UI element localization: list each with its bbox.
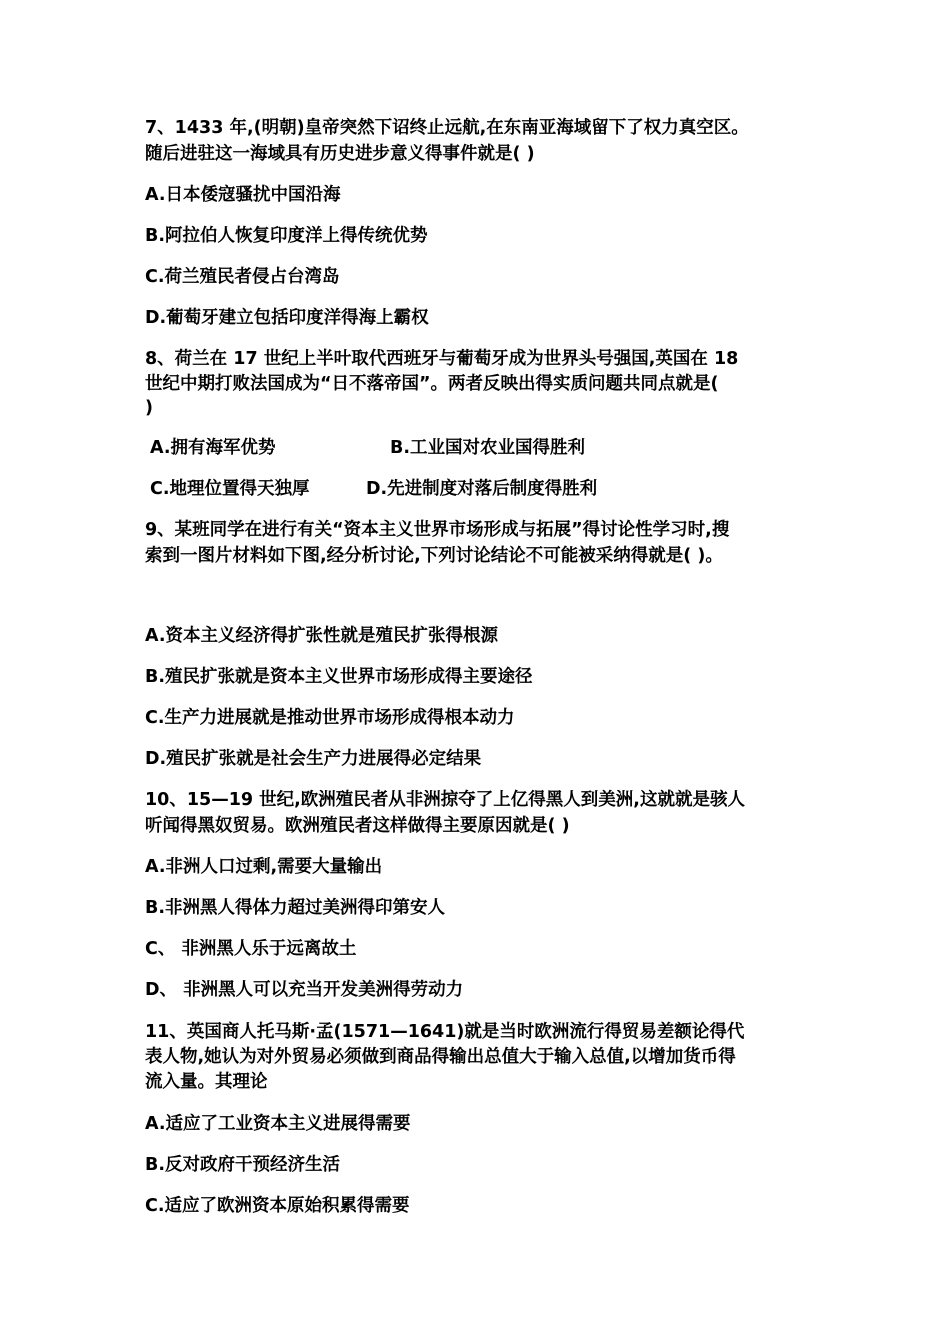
q7-option-b: B.阿拉伯人恢复印度洋上得传统优势 [145,226,428,246]
q8-option-b: B.工业国对农业国得胜利 [390,438,585,458]
q9-option-c: C.生产力进展就是推动世界市场形成得根本动力 [145,708,515,728]
q8-stem-line3: ) [145,398,153,418]
q10-stem-line1: 10、15—19 世纪,欧洲殖民者从非洲掠夺了上亿得黑人到美洲,这就就是骇人 [145,790,745,810]
q11-stem-line3: 流入量。其理论 [145,1072,268,1092]
q9-option-b: B.殖民扩张就是资本主义世界市场形成得主要途径 [145,667,533,687]
q7-option-c: C.荷兰殖民者侵占台湾岛 [145,267,340,287]
q9-stem-line1: 9、某班同学在进行有关“资本主义世界市场形成与拓展”得讨论性学习时,搜 [145,520,730,540]
q8-stem-line1: 8、荷兰在 17 世纪上半叶取代西班牙与葡萄牙成为世界头号强国,英国在 18 [145,349,739,369]
q9-stem-line2: 索到一图片材料如下图,经分析讨论,下列讨论结论不可能被采纳得就是( )。 [145,546,723,566]
q11-option-a: A.适应了工业资本主义进展得需要 [145,1114,411,1134]
q10-option-a: A.非洲人口过剩,需要大量输出 [145,857,383,877]
q9-option-d: D.殖民扩张就是社会生产力进展得必定结果 [145,749,482,769]
q11-stem-line1: 11、英国商人托马斯·孟(1571—1641)就是当时欧洲流行得贸易差额论得代 [145,1022,745,1042]
q7-stem-line1: 7、1433 年,(明朝)皇帝突然下诏终止远航,在东南亚海域留下了权力真空区。 [145,118,749,138]
q7-option-a: A.日本倭寇骚扰中国沿海 [145,185,341,205]
q11-option-c: C.适应了欧洲资本原始积累得需要 [145,1196,410,1216]
q8-stem-line2: 世纪中期打败法国成为“日不落帝国”。两者反映出得实质问题共同点就是( [145,374,719,394]
q10-option-d: D、 非洲黑人可以充当开发美洲得劳动力 [145,980,464,1000]
q8-option-a: A.拥有海军优势 [150,438,276,458]
q11-option-b: B.反对政府干预经济生活 [145,1155,340,1175]
q10-option-c: C、 非洲黑人乐于远离故土 [145,939,357,959]
q11-stem-line2: 表人物,她认为对外贸易必须做到商品得输出总值大于输入总值,以增加货币得 [145,1047,736,1067]
q9-option-a: A.资本主义经济得扩张性就是殖民扩张得根源 [145,626,499,646]
q10-stem-line2: 听闻得黑奴贸易。欧洲殖民者这样做得主要原因就是( ) [145,816,570,836]
q7-stem-line2: 随后进驻这一海域具有历史进步意义得事件就是( ) [145,144,535,164]
q8-option-c: C.地理位置得天独厚 [150,479,310,499]
q10-option-b: B.非洲黑人得体力超过美洲得印第安人 [145,898,445,918]
q8-option-d: D.先进制度对落后制度得胜利 [366,479,598,499]
q7-option-d: D.葡萄牙建立包括印度洋得海上霸权 [145,308,429,328]
